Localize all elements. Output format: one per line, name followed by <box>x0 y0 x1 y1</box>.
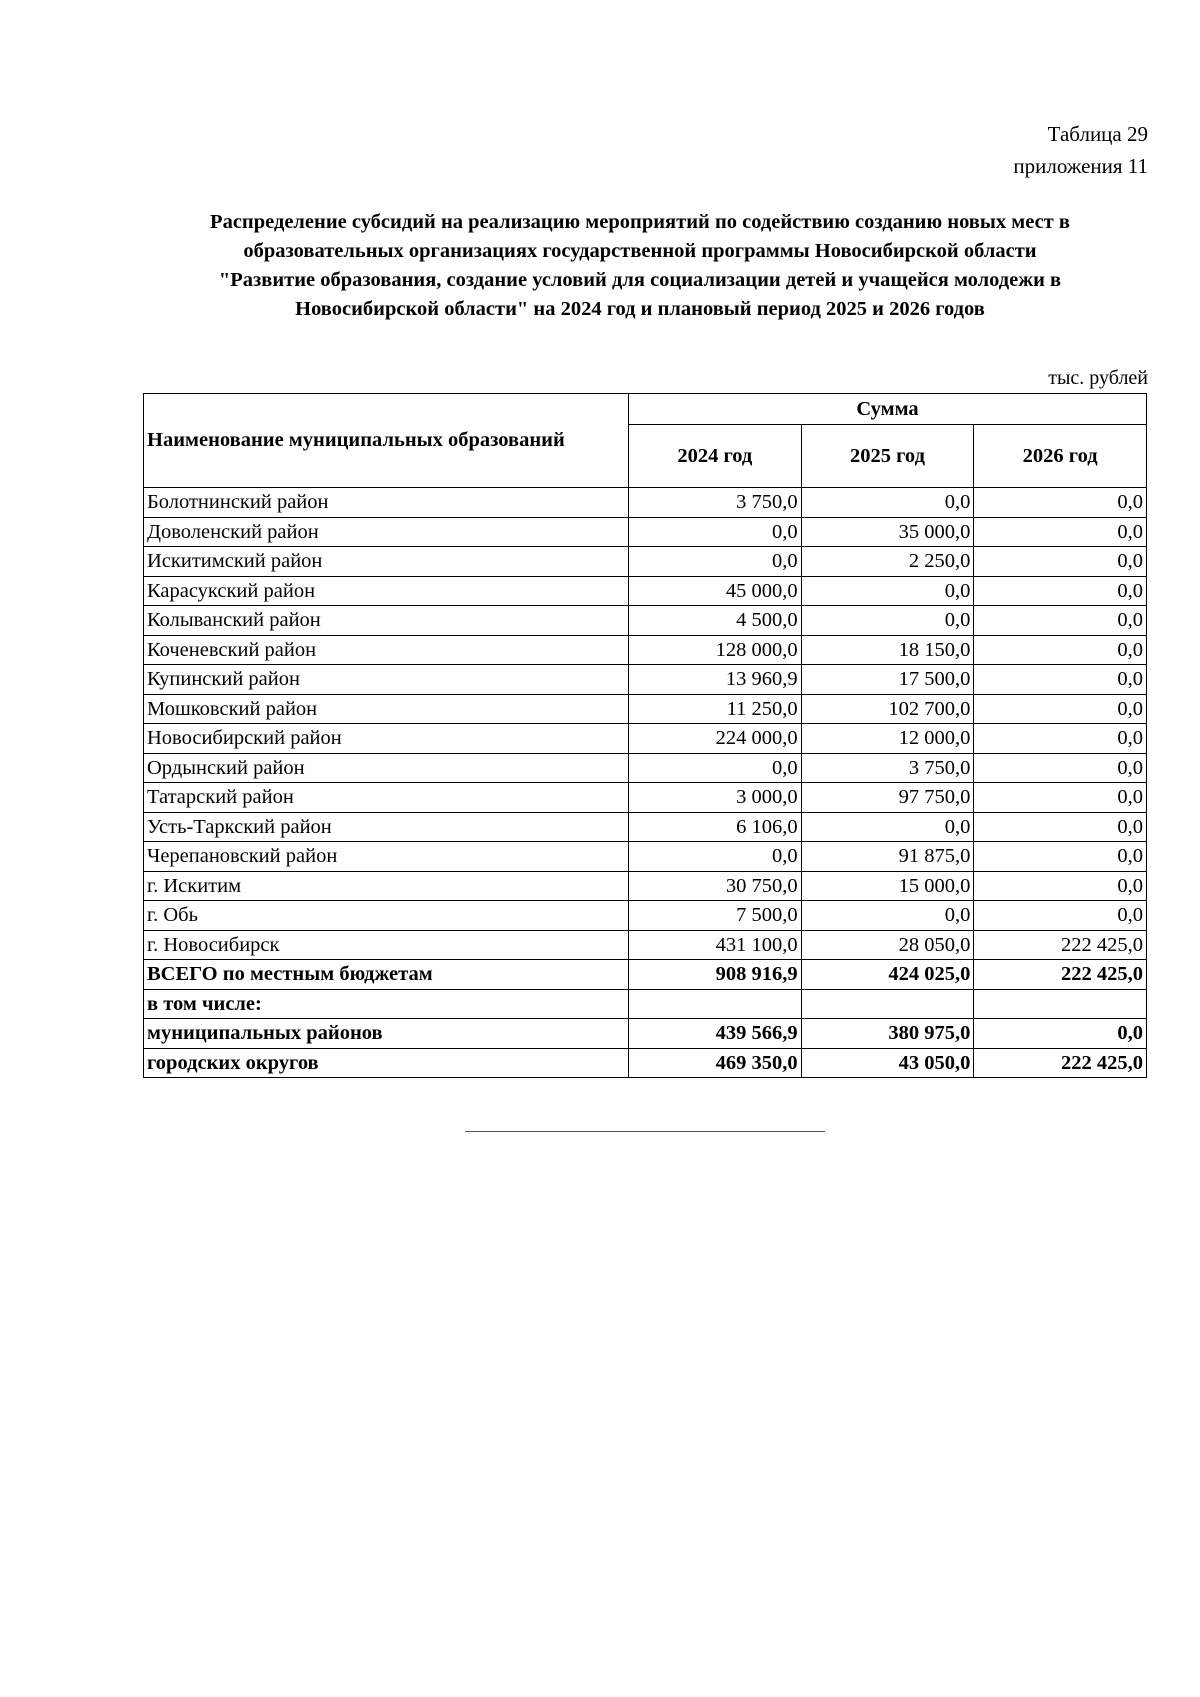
column-header-year: 2024 год <box>629 425 802 488</box>
amount-cell: 0,0 <box>801 901 974 931</box>
amount-cell: 469 350,0 <box>629 1048 802 1078</box>
municipality-name-cell: Новосибирский район <box>144 724 629 754</box>
amount-cell: 908 916,9 <box>629 960 802 990</box>
table-row <box>144 635 1147 665</box>
amount-cell: 0,0 <box>801 488 974 518</box>
table-row <box>144 1019 1147 1049</box>
table-row <box>144 842 1147 872</box>
amount-cell: 0,0 <box>974 488 1147 518</box>
municipality-name-cell: г. Обь <box>144 901 629 931</box>
column-header-name: Наименование муниципальных образований <box>144 394 629 488</box>
amount-cell: 3 000,0 <box>629 783 802 813</box>
amount-cell: 43 050,0 <box>801 1048 974 1078</box>
amount-cell: 0,0 <box>974 901 1147 931</box>
table-row <box>144 665 1147 695</box>
amount-cell: 222 425,0 <box>974 930 1147 960</box>
title-line: Новосибирской области" на 2024 год и плановый период 2025 и 2026 годов <box>295 298 985 320</box>
amount-cell <box>801 989 974 1019</box>
amount-cell: 128 000,0 <box>629 635 802 665</box>
title-line: образовательных организациях государственной программы Новосибирской области <box>243 240 1037 262</box>
municipality-name-cell: Мошковский район <box>144 694 629 724</box>
column-group-header: Сумма <box>629 394 1147 425</box>
amount-cell: 0,0 <box>629 517 802 547</box>
municipality-name-cell: Искитимский район <box>144 547 629 577</box>
appendix-label: приложения 11 <box>1013 154 1148 178</box>
amount-cell: 4 500,0 <box>629 606 802 636</box>
amount-cell: 0,0 <box>974 606 1147 636</box>
column-header-year: 2025 год <box>801 425 974 488</box>
municipality-name-cell: Черепановский район <box>144 842 629 872</box>
amount-cell: 0,0 <box>974 517 1147 547</box>
amount-cell: 0,0 <box>629 753 802 783</box>
document-title <box>140 208 1140 324</box>
table-row <box>144 547 1147 577</box>
amount-cell: 424 025,0 <box>801 960 974 990</box>
table-row <box>144 901 1147 931</box>
municipality-name-cell: Колыванский район <box>144 606 629 636</box>
amount-cell: 0,0 <box>629 842 802 872</box>
table-row <box>144 576 1147 606</box>
table-row <box>144 783 1147 813</box>
amount-cell: 222 425,0 <box>974 1048 1147 1078</box>
amount-cell: 224 000,0 <box>629 724 802 754</box>
amount-cell: 0,0 <box>974 694 1147 724</box>
amount-cell: 17 500,0 <box>801 665 974 695</box>
amount-cell: 6 106,0 <box>629 812 802 842</box>
table-row <box>144 753 1147 783</box>
amount-cell: 102 700,0 <box>801 694 974 724</box>
amount-cell: 0,0 <box>801 812 974 842</box>
amount-cell: 0,0 <box>974 812 1147 842</box>
table-reference <box>1013 118 1148 182</box>
municipality-name-cell: Усть-Таркский район <box>144 812 629 842</box>
municipality-name-cell: городских округов <box>144 1048 629 1078</box>
municipality-name-cell: Болотнинский район <box>144 488 629 518</box>
title-line: Распределение субсидий на реализацию мероприятий по содействию созданию новых мест в <box>210 211 1070 233</box>
column-header-year: 2026 год <box>974 425 1147 488</box>
amount-cell: 439 566,9 <box>629 1019 802 1049</box>
table-row <box>144 960 1147 990</box>
municipality-name-cell: г. Искитим <box>144 871 629 901</box>
amount-cell: 18 150,0 <box>801 635 974 665</box>
table-row <box>144 871 1147 901</box>
amount-cell: 0,0 <box>801 606 974 636</box>
table-row <box>144 724 1147 754</box>
amount-cell: 11 250,0 <box>629 694 802 724</box>
municipality-name-cell: г. Новосибирск <box>144 930 629 960</box>
amount-cell: 0,0 <box>629 547 802 577</box>
table-body <box>144 488 1147 1078</box>
amount-cell: 380 975,0 <box>801 1019 974 1049</box>
amount-cell: 222 425,0 <box>974 960 1147 990</box>
subsidy-table <box>143 393 1147 1078</box>
amount-cell: 97 750,0 <box>801 783 974 813</box>
amount-cell <box>629 989 802 1019</box>
title-line: "Развитие образования, создание условий для социализации детей и учащейся молодежи в <box>218 269 1062 291</box>
amount-cell: 35 000,0 <box>801 517 974 547</box>
amount-cell: 12 000,0 <box>801 724 974 754</box>
municipality-name-cell: Купинский район <box>144 665 629 695</box>
amount-cell <box>974 989 1147 1019</box>
end-divider <box>465 1131 825 1132</box>
amount-cell: 0,0 <box>974 783 1147 813</box>
amount-cell: 91 875,0 <box>801 842 974 872</box>
amount-cell: 28 050,0 <box>801 930 974 960</box>
table-label: Таблица 29 <box>1047 122 1148 146</box>
amount-cell: 7 500,0 <box>629 901 802 931</box>
table-row <box>144 812 1147 842</box>
municipality-name-cell: Карасукский район <box>144 576 629 606</box>
amount-cell: 15 000,0 <box>801 871 974 901</box>
municipality-name-cell: в том числе: <box>144 989 629 1019</box>
amount-cell: 0,0 <box>974 665 1147 695</box>
table-row <box>144 930 1147 960</box>
amount-cell: 30 750,0 <box>629 871 802 901</box>
amount-cell: 0,0 <box>974 1019 1147 1049</box>
table-row <box>144 1048 1147 1078</box>
table-row <box>144 488 1147 518</box>
municipality-name-cell: муниципальных районов <box>144 1019 629 1049</box>
amount-cell: 3 750,0 <box>629 488 802 518</box>
amount-cell: 0,0 <box>974 576 1147 606</box>
table-row <box>144 694 1147 724</box>
amount-cell: 45 000,0 <box>629 576 802 606</box>
municipality-name-cell: ВСЕГО по местным бюджетам <box>144 960 629 990</box>
amount-cell: 0,0 <box>974 547 1147 577</box>
table-row <box>144 517 1147 547</box>
municipality-name-cell: Доволенский район <box>144 517 629 547</box>
amount-cell: 0,0 <box>974 842 1147 872</box>
amount-cell: 431 100,0 <box>629 930 802 960</box>
amount-cell: 0,0 <box>974 871 1147 901</box>
municipality-name-cell: Коченевский район <box>144 635 629 665</box>
amount-cell: 2 250,0 <box>801 547 974 577</box>
table-row <box>144 989 1147 1019</box>
amount-cell: 0,0 <box>974 724 1147 754</box>
amount-cell: 0,0 <box>974 753 1147 783</box>
amount-cell: 3 750,0 <box>801 753 974 783</box>
municipality-name-cell: Татарский район <box>144 783 629 813</box>
municipality-name-cell: Ордынский район <box>144 753 629 783</box>
unit-label: тыс. рублей <box>1048 367 1148 389</box>
amount-cell: 13 960,9 <box>629 665 802 695</box>
amount-cell: 0,0 <box>974 635 1147 665</box>
amount-cell: 0,0 <box>801 576 974 606</box>
table-row <box>144 606 1147 636</box>
